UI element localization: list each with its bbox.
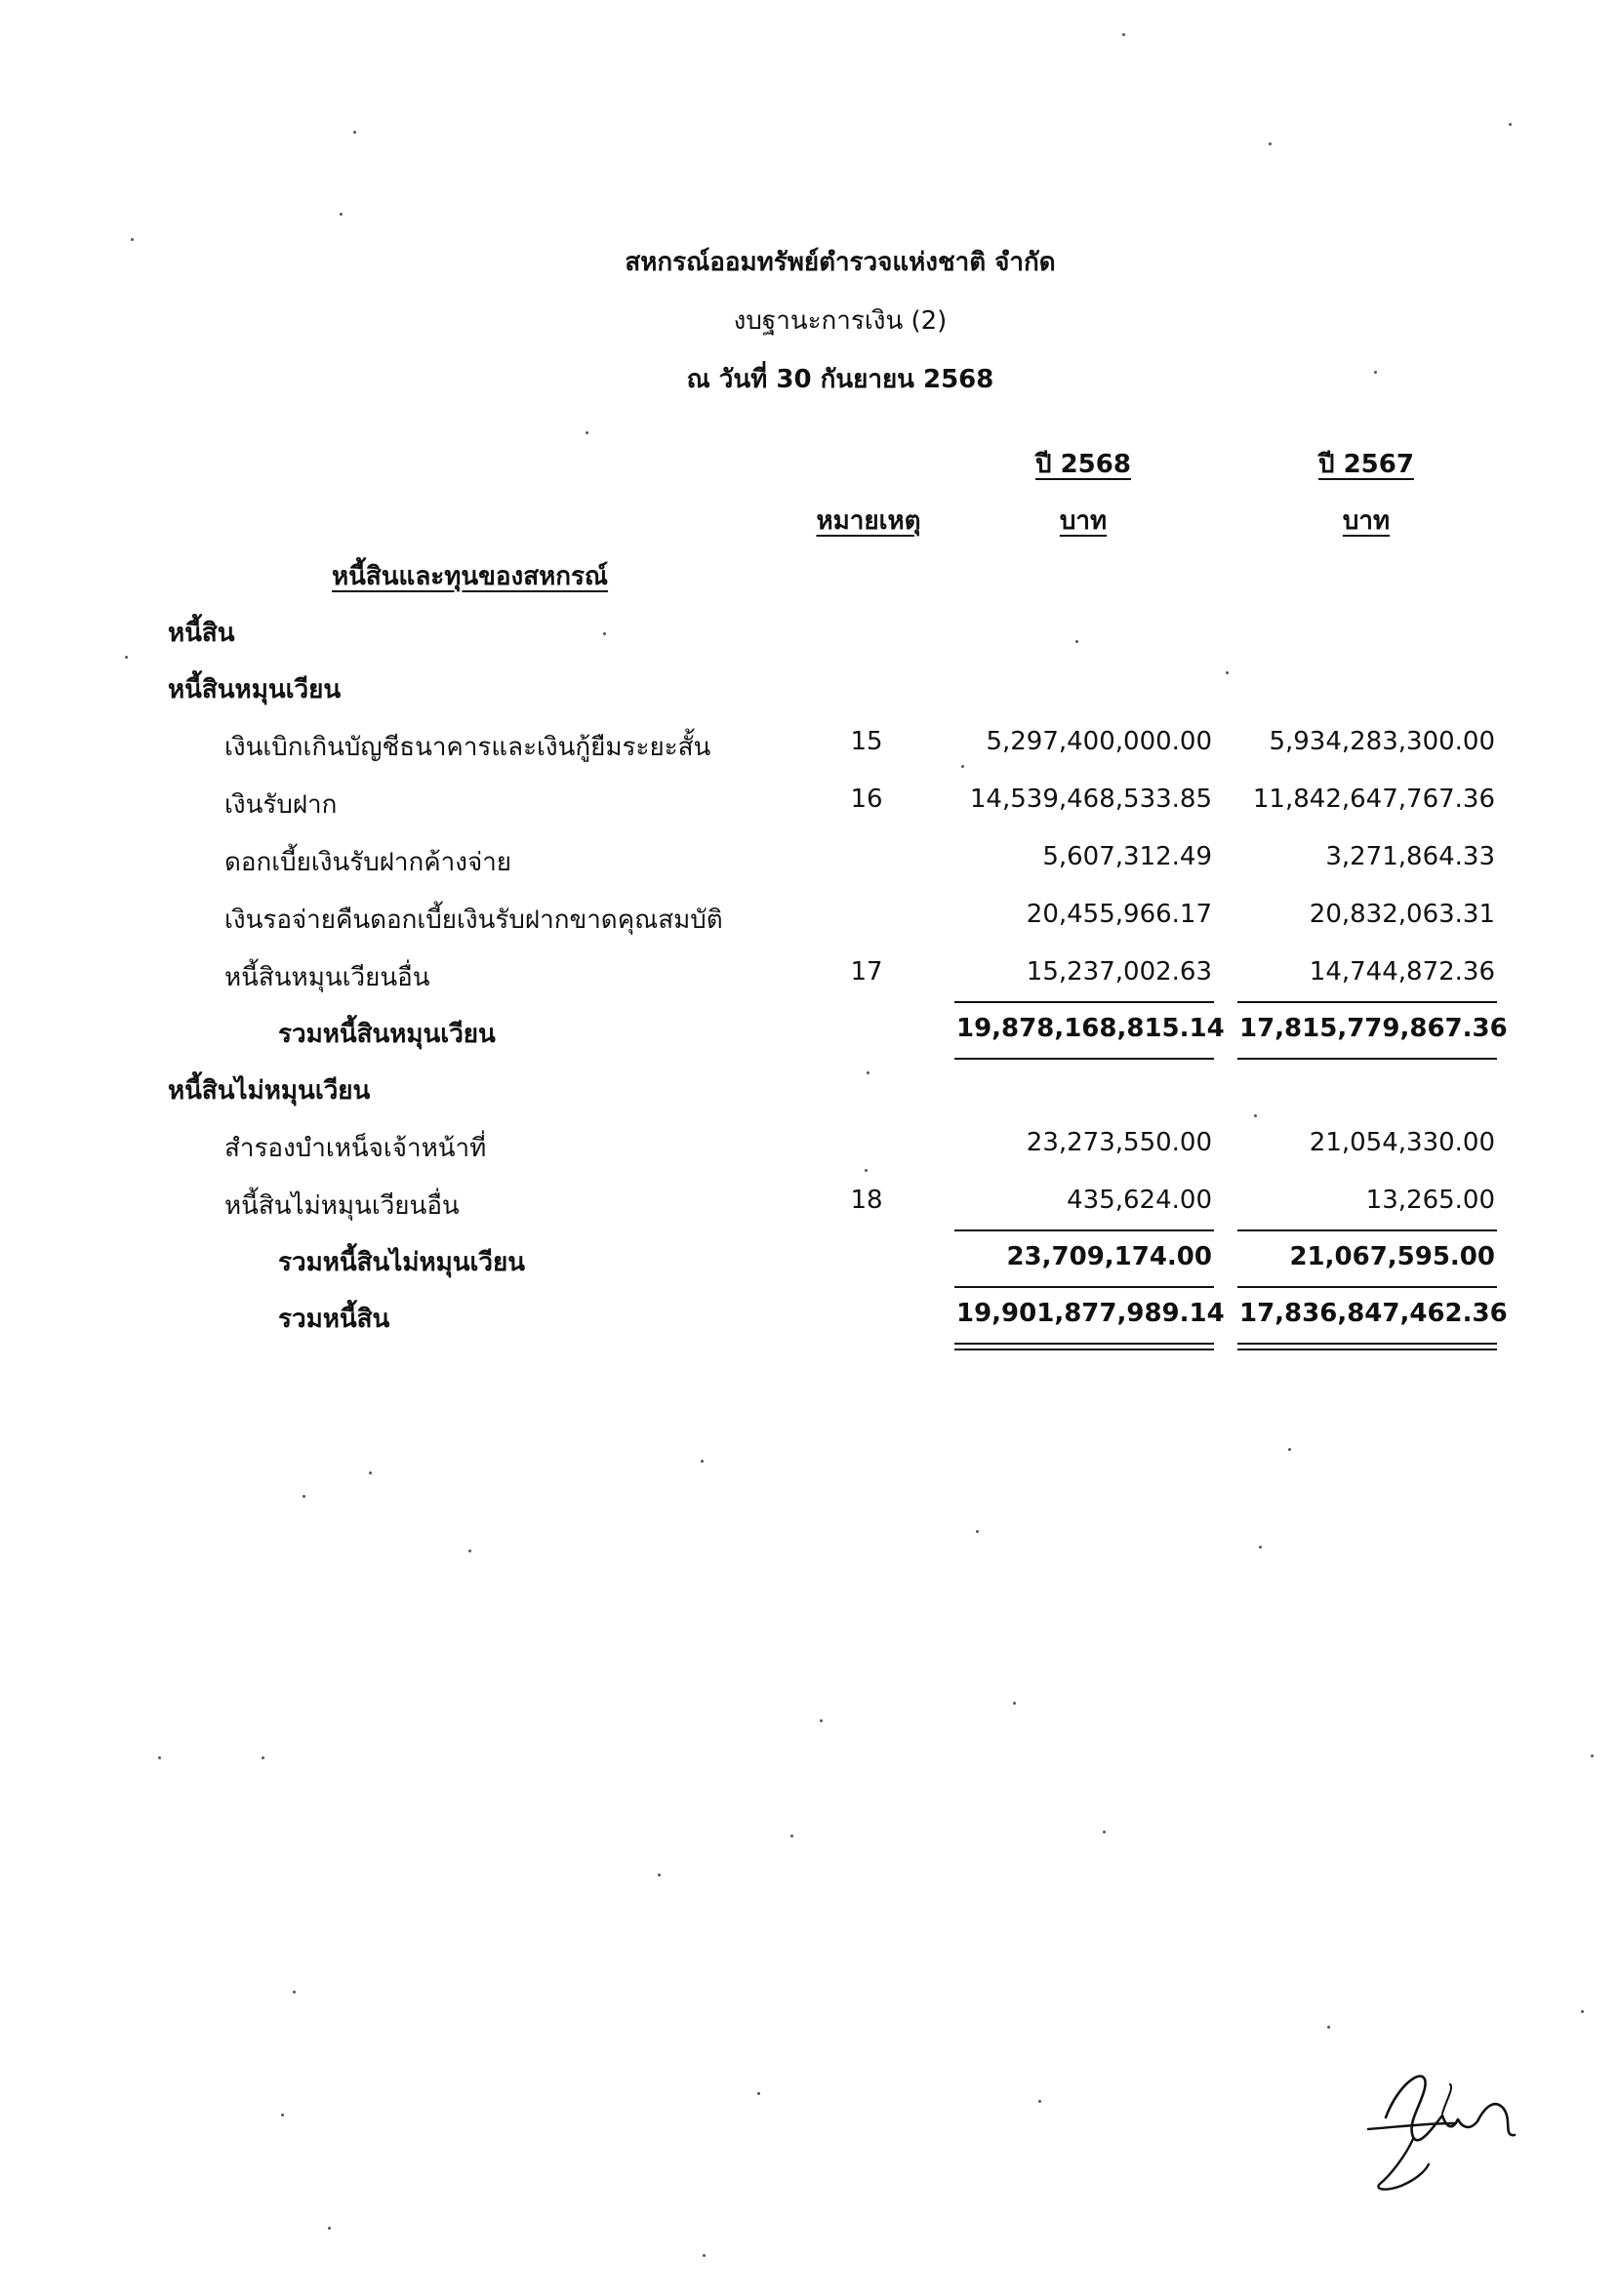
row-prior-value: 13,265.00 — [1365, 1186, 1495, 1215]
row-prior-value: 21,054,330.00 — [1309, 1128, 1495, 1157]
current-total-current: 19,878,168,815.14 — [956, 1014, 1225, 1043]
row-note: 18 — [850, 1186, 883, 1215]
scan-speck — [1288, 1448, 1291, 1451]
row-prior-value: 5,934,283,300.00 — [1269, 727, 1495, 756]
scan-speck — [1269, 142, 1272, 145]
current-liabilities-heading: หนี้สินหมุนเวียน — [168, 675, 342, 705]
grand-total-rule-2 — [954, 1349, 1214, 1350]
scan-speck — [703, 2254, 706, 2257]
scan-speck — [1038, 2100, 1041, 2103]
scan-speck — [1075, 640, 1078, 643]
row-current-value: 15,237,002.63 — [1026, 957, 1212, 987]
row-note: 17 — [850, 957, 883, 987]
current-total-bottom-rule — [954, 1058, 1214, 1060]
org-name: สหกรณ์ออมทรัพย์ตำรวจแห่งชาติ จำกัด — [625, 248, 1056, 277]
current-total-top-rule-prior — [1237, 1001, 1497, 1003]
scan-speck — [1259, 1546, 1262, 1549]
row-label: หนี้สินหมุนเวียนอื่น — [224, 963, 430, 992]
scan-speck — [340, 213, 343, 216]
scan-speck — [369, 1471, 372, 1474]
current-total-prior: 17,815,779,867.36 — [1239, 1014, 1508, 1043]
scan-speck — [701, 1460, 704, 1463]
scan-speck — [1509, 123, 1512, 126]
row-label: เงินรับฝาก — [224, 790, 338, 820]
scan-speck — [468, 1550, 471, 1552]
row-label: เงินรอจ่ายคืนดอกเบี้ยเงินรับฝากขาดคุณสมบัติ — [224, 906, 723, 935]
as-of-date: ณ วันที่ 30 กันยายน 2568 — [686, 365, 994, 394]
non-current-total-current: 23,709,174.00 — [1006, 1242, 1212, 1271]
scan-speck — [867, 1071, 870, 1074]
scan-speck — [790, 1834, 793, 1837]
grand-total-rule-1-prior — [1237, 1343, 1497, 1345]
scan-speck — [586, 431, 588, 434]
main-heading: หนี้สินและทุนของสหกรณ์ — [332, 562, 609, 591]
scan-speck — [1374, 371, 1377, 374]
scan-speck — [1591, 1754, 1594, 1757]
row-current-value: 5,607,312.49 — [1042, 842, 1212, 871]
row-current-value: 23,273,550.00 — [1026, 1128, 1212, 1157]
non-current-total-prior: 21,067,595.00 — [1289, 1242, 1495, 1271]
scan-speck — [125, 656, 128, 659]
row-prior-value: 3,271,864.33 — [1325, 842, 1495, 871]
row-prior-value: 11,842,647,767.36 — [1252, 785, 1495, 814]
scan-speck — [262, 1756, 264, 1759]
scan-speck — [353, 131, 356, 134]
non-current-total-label: รวมหนี้สินไม่หมุนเวียน — [278, 1248, 526, 1277]
year-prior-header: ปี 2567 — [1318, 450, 1414, 479]
row-note: 16 — [850, 785, 883, 814]
scan-speck — [976, 1530, 979, 1533]
current-total-top-rule — [954, 1001, 1214, 1003]
grand-total-rule-1 — [954, 1343, 1214, 1345]
scan-speck — [158, 1756, 161, 1759]
scan-speck — [603, 632, 606, 635]
unit-prior-header: บาท — [1342, 506, 1391, 536]
row-current-value: 14,539,468,533.85 — [969, 785, 1212, 814]
row-label: ดอกเบี้ยเงินรับฝากค้างจ่าย — [224, 848, 512, 877]
signature-image — [1356, 2030, 1552, 2195]
non-current-total-bottom-rule — [954, 1286, 1214, 1288]
liabilities-total-prior: 17,836,847,462.36 — [1239, 1299, 1508, 1328]
liabilities-total-label: รวมหนี้สิน — [278, 1305, 390, 1334]
row-note: 15 — [850, 727, 883, 756]
scan-speck — [865, 1169, 868, 1172]
liabilities-total-current: 19,901,877,989.14 — [956, 1299, 1225, 1328]
row-label: เงินเบิกเกินบัญชีธนาคารและเงินกู้ยืมระยะสั้น — [224, 733, 711, 762]
scan-speck — [131, 238, 134, 241]
scan-speck — [820, 1719, 823, 1722]
scan-speck — [1013, 1702, 1016, 1705]
scan-speck — [1226, 671, 1229, 674]
statement-title: งบฐานะการเงิน (2) — [733, 306, 948, 336]
scan-speck — [1327, 2026, 1330, 2029]
row-label: หนี้สินไม่หมุนเวียนอื่น — [224, 1191, 460, 1221]
grand-total-rule-2-prior — [1237, 1349, 1497, 1350]
scan-speck — [757, 2092, 760, 2095]
scan-speck — [1103, 1831, 1106, 1833]
note-column-header: หมายเหตุ — [816, 506, 921, 536]
scan-speck — [303, 1495, 305, 1498]
unit-current-header: บาท — [1059, 506, 1108, 536]
current-total-bottom-rule-prior — [1237, 1058, 1497, 1060]
scan-speck — [1254, 1114, 1257, 1117]
current-total-label: รวมหนี้สินหมุนเวียน — [278, 1020, 496, 1049]
non-current-liabilities-heading: หนี้สินไม่หมุนเวียน — [168, 1076, 371, 1106]
row-current-value: 20,455,966.17 — [1026, 900, 1212, 929]
row-current-value: 435,624.00 — [1067, 1186, 1212, 1215]
scan-speck — [281, 2114, 284, 2116]
row-current-value: 5,297,400,000.00 — [986, 727, 1212, 756]
non-current-total-top-rule-prior — [1237, 1229, 1497, 1231]
row-label: สำรองบำเหน็จเจ้าหน้าที่ — [224, 1134, 487, 1163]
row-prior-value: 14,744,872.36 — [1309, 957, 1495, 987]
row-prior-value: 20,832,063.31 — [1309, 900, 1495, 929]
scan-speck — [328, 2227, 331, 2230]
year-current-header: ปี 2568 — [1035, 450, 1131, 479]
scan-speck — [1581, 2010, 1584, 2013]
scan-speck — [961, 765, 964, 768]
scan-speck — [1122, 33, 1125, 36]
liabilities-heading: หนี้สิน — [168, 619, 235, 648]
scan-speck — [293, 1991, 296, 1994]
scan-speck — [658, 1873, 661, 1876]
non-current-total-top-rule — [954, 1229, 1214, 1231]
non-current-total-bottom-rule-prior — [1237, 1286, 1497, 1288]
